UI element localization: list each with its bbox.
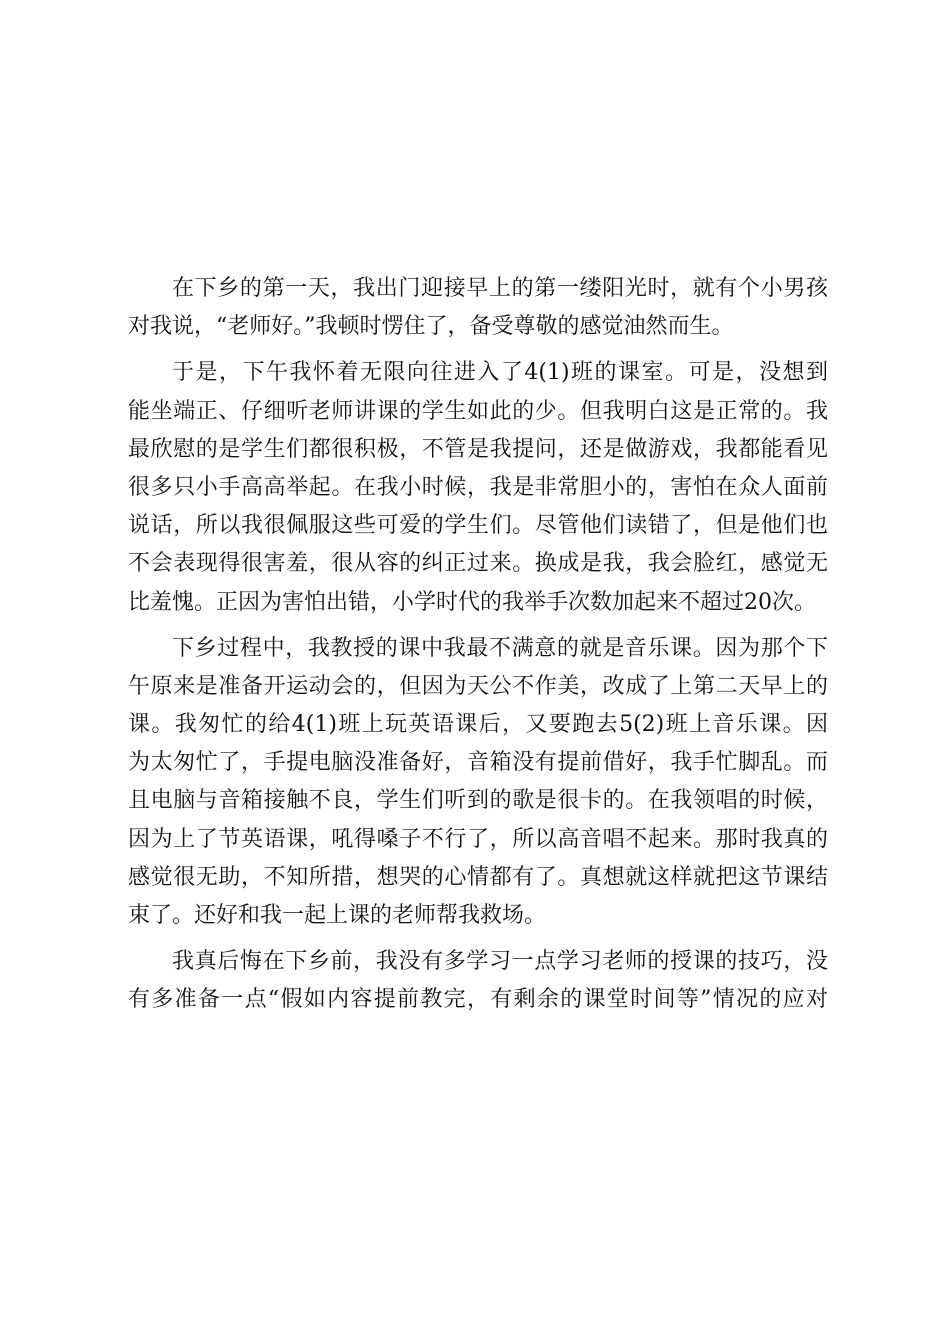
text-line: 最欣慰的是学生们都很积极，不管是我提问，还是做游戏，我都能看见	[128, 436, 828, 462]
paragraph-3	[128, 630, 828, 936]
text-line: 课。我匆忙的给4(1)班上玩英语课后，又要跑去5(2)班上音乐课。因	[128, 712, 828, 738]
body-text	[128, 270, 828, 1028]
paragraph-4	[128, 943, 828, 1019]
text-line: 为太匆忙了，手提电脑没准备好，音箱没有提前借好，我手忙脚乱。而	[128, 750, 828, 776]
text-line: 午原来是准备开运动会的，但因为天公不作美，改成了上第二天早上的	[128, 673, 828, 699]
text-line: 我真后悔在下乡前，我没有多学习一点学习老师的授课的技巧，没	[172, 949, 828, 975]
paragraph-1	[128, 270, 828, 346]
text-line: 感觉很无助，不知所措，想哭的心情都有了。真想就这样就把这节课结	[128, 864, 828, 890]
text-line: 于是，下午我怀着无限向往进入了4(1)班的课室。可是，没想到	[172, 360, 828, 386]
text-line: 对我说，“老师好。”我顿时愣住了，备受尊敬的感觉油然而生。	[128, 314, 734, 340]
paragraph-2	[128, 354, 828, 621]
text-line: 比羞愧。正因为害怕出错，小学时代的我举手次数加起来不超过20次。	[128, 589, 816, 615]
text-line: 不会表现得很害羞，很从容的纠正过来。换成是我，我会脸红，感觉无	[128, 551, 828, 577]
text-line: 束了。还好和我一起上课的老师帮我救场。	[128, 903, 547, 928]
text-line: 说话，所以我很佩服这些可爱的学生们。尽管他们读错了，但是他们也	[128, 513, 828, 539]
text-line: 下乡过程中，我教授的课中我最不满意的就是音乐课。因为那个下	[172, 635, 828, 661]
text-line: 有多准备一点“假如内容提前教完，有剩余的课堂时间等”情况的应对	[128, 987, 828, 1013]
text-line: 在下乡的第一天，我出门迎接早上的第一缕阳光时，就有个小男孩	[172, 276, 828, 301]
text-line: 因为上了节英语课，吼得嗓子不行了，所以高音唱不起来。那时我真的	[128, 826, 828, 852]
text-line: 能坐端正、仔细听老师讲课的学生如此的少。但我明白这是正常的。我	[128, 398, 828, 424]
text-line: 且电脑与音箱接触不良，学生们听到的歌是很卡的。在我领唱的时候，	[128, 788, 828, 814]
text-line: 很多只小手高高举起。在我小时候，我是非常胆小的，害怕在众人面前	[128, 474, 828, 500]
